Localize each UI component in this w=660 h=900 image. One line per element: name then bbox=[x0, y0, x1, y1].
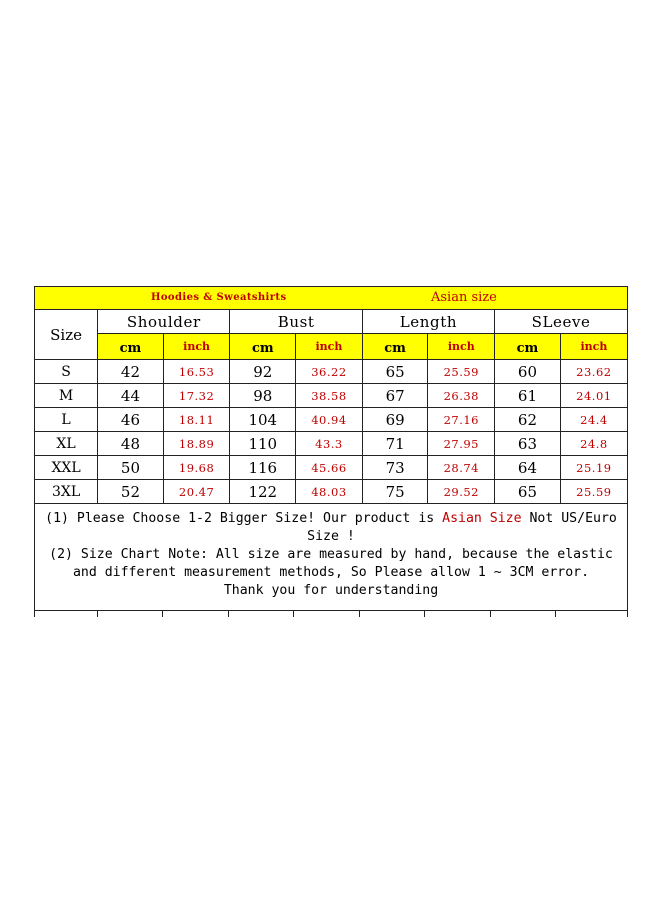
unit-header-row bbox=[35, 334, 627, 360]
chart-header-bar bbox=[35, 287, 627, 310]
product-label: Hoodies & Sweatshirts bbox=[151, 292, 287, 303]
shoulder-inch-cell: 18.11 bbox=[163, 408, 230, 432]
thanks-text: Thank you for understanding bbox=[223, 583, 439, 598]
size-cell: M bbox=[35, 384, 98, 408]
grid-tick bbox=[555, 611, 556, 617]
sleeve-cm-cell: 63 bbox=[495, 432, 561, 456]
shoulder-cm-cell: 48 bbox=[98, 432, 164, 456]
bust-inch-cell: 40.94 bbox=[296, 408, 363, 432]
unit-inch: inch bbox=[163, 334, 230, 360]
grid-tick bbox=[228, 611, 229, 617]
bust-inch-cell: 38.58 bbox=[296, 384, 363, 408]
note-1-suffix: Not US/Euro Size ! bbox=[307, 511, 617, 544]
notes-section bbox=[35, 504, 627, 611]
bottom-grid-ticks bbox=[35, 611, 627, 617]
size-chart bbox=[34, 286, 628, 617]
group-header-row bbox=[35, 310, 627, 334]
bust-inch-cell: 48.03 bbox=[296, 480, 363, 504]
grid-tick bbox=[359, 611, 360, 617]
grid-tick bbox=[162, 611, 163, 617]
shoulder-cm-cell: 42 bbox=[98, 360, 164, 384]
bust-cm-cell: 92 bbox=[230, 360, 296, 384]
grid-tick bbox=[293, 611, 294, 617]
size-cell: XXL bbox=[35, 456, 98, 480]
size-system-label: Asian size bbox=[431, 290, 497, 305]
length-inch-cell: 29.52 bbox=[428, 480, 495, 504]
unit-cm: cm bbox=[230, 334, 296, 360]
grid-tick bbox=[424, 611, 425, 617]
note-1-prefix: (1) Please Choose 1-2 Bigger Size! Our product is bbox=[45, 511, 443, 526]
bust-cm-cell: 110 bbox=[230, 432, 296, 456]
sleeve-cm-cell: 65 bbox=[495, 480, 561, 504]
length-inch-cell: 26.38 bbox=[428, 384, 495, 408]
shoulder-inch-cell: 18.89 bbox=[163, 432, 230, 456]
length-inch-cell: 25.59 bbox=[428, 360, 495, 384]
length-cm-cell: 73 bbox=[362, 456, 428, 480]
grid-tick bbox=[97, 611, 98, 617]
shoulder-cm-cell: 50 bbox=[98, 456, 164, 480]
sleeve-cm-cell: 61 bbox=[495, 384, 561, 408]
unit-cm: cm bbox=[495, 334, 561, 360]
sleeve-cm-cell: 64 bbox=[495, 456, 561, 480]
sleeve-inch-cell: 24.8 bbox=[560, 432, 627, 456]
note-1 bbox=[39, 510, 623, 546]
sleeve-inch-cell: 25.59 bbox=[560, 480, 627, 504]
length-cm-cell: 75 bbox=[362, 480, 428, 504]
bust-inch-cell: 36.22 bbox=[296, 360, 363, 384]
shoulder-inch-cell: 20.47 bbox=[163, 480, 230, 504]
unit-inch: inch bbox=[296, 334, 363, 360]
length-inch-cell: 27.16 bbox=[428, 408, 495, 432]
sleeve-inch-cell: 24.01 bbox=[560, 384, 627, 408]
unit-inch: inch bbox=[560, 334, 627, 360]
shoulder-cm-cell: 52 bbox=[98, 480, 164, 504]
table-row bbox=[35, 480, 627, 504]
bust-cm-cell: 122 bbox=[230, 480, 296, 504]
bust-inch-cell: 43.3 bbox=[296, 432, 363, 456]
shoulder-cm-cell: 44 bbox=[98, 384, 164, 408]
length-inch-cell: 27.95 bbox=[428, 432, 495, 456]
sleeve-inch-cell: 23.62 bbox=[560, 360, 627, 384]
sleeve-inch-cell: 24.4 bbox=[560, 408, 627, 432]
size-cell: XL bbox=[35, 432, 98, 456]
group-header-shoulder: Shoulder bbox=[98, 310, 230, 334]
shoulder-cm-cell: 46 bbox=[98, 408, 164, 432]
bust-inch-cell: 45.66 bbox=[296, 456, 363, 480]
grid-tick bbox=[490, 611, 491, 617]
table-row bbox=[35, 384, 627, 408]
bust-cm-cell: 116 bbox=[230, 456, 296, 480]
length-cm-cell: 65 bbox=[362, 360, 428, 384]
table-row bbox=[35, 408, 627, 432]
size-column-header: Size bbox=[35, 310, 98, 360]
sleeve-cm-cell: 60 bbox=[495, 360, 561, 384]
table-row bbox=[35, 432, 627, 456]
group-header-sleeve: SLeeve bbox=[495, 310, 627, 334]
group-header-length: Length bbox=[362, 310, 494, 334]
unit-cm: cm bbox=[362, 334, 428, 360]
unit-cm: cm bbox=[98, 334, 164, 360]
note-2: (2) Size Chart Note: All size are measured by hand, because the elastic and different measurement methods, So Please allow 1 ~ 3CM error. bbox=[49, 547, 613, 580]
shoulder-inch-cell: 19.68 bbox=[163, 456, 230, 480]
size-table bbox=[35, 310, 627, 504]
group-header-bust: Bust bbox=[230, 310, 362, 334]
length-cm-cell: 69 bbox=[362, 408, 428, 432]
table-row bbox=[35, 456, 627, 480]
length-cm-cell: 71 bbox=[362, 432, 428, 456]
shoulder-inch-cell: 17.32 bbox=[163, 384, 230, 408]
shoulder-inch-cell: 16.53 bbox=[163, 360, 230, 384]
table-row bbox=[35, 360, 627, 384]
size-cell: S bbox=[35, 360, 98, 384]
note-1-highlight: Asian Size bbox=[442, 511, 522, 526]
sleeve-inch-cell: 25.19 bbox=[560, 456, 627, 480]
bust-cm-cell: 104 bbox=[230, 408, 296, 432]
length-inch-cell: 28.74 bbox=[428, 456, 495, 480]
size-cell: 3XL bbox=[35, 480, 98, 504]
bust-cm-cell: 98 bbox=[230, 384, 296, 408]
unit-inch: inch bbox=[428, 334, 495, 360]
sleeve-cm-cell: 62 bbox=[495, 408, 561, 432]
size-cell: L bbox=[35, 408, 98, 432]
length-cm-cell: 67 bbox=[362, 384, 428, 408]
